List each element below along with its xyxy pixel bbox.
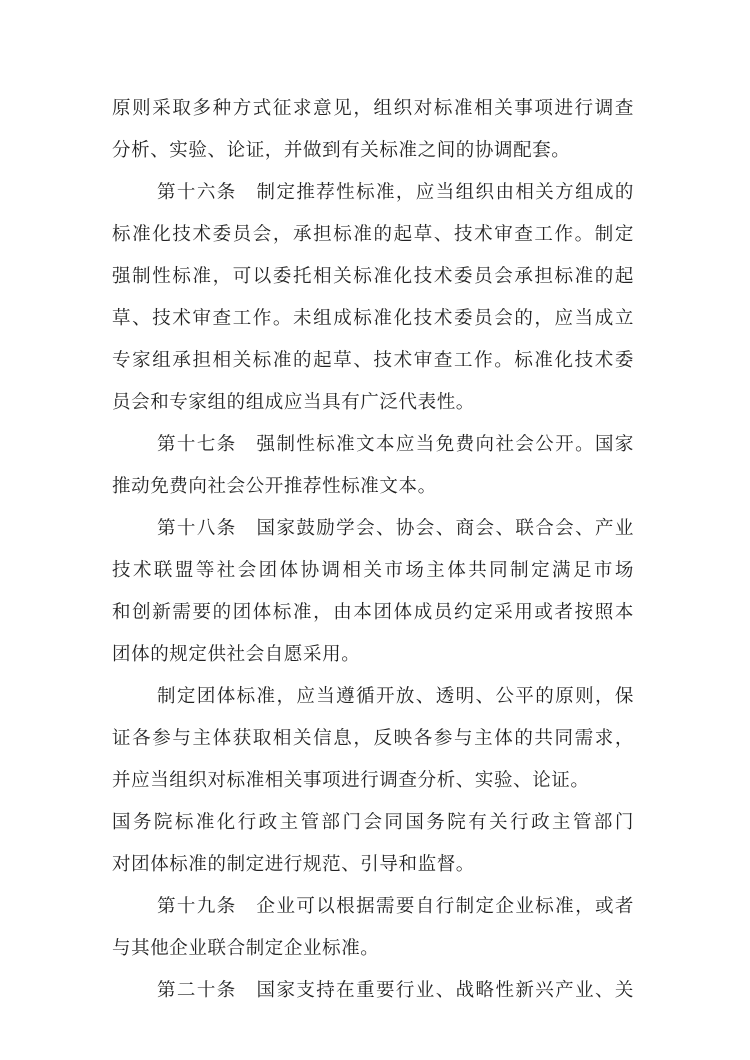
text-line: 第二十条 国家支持在重要行业、战略性新兴产业、关: [157, 980, 634, 1001]
text-line: 原则采取多种方式征求意见，组织对标准相关事项进行调查: [112, 98, 634, 119]
text-line: 分析、实验、论证，并做到有关标准之间的协调配套。: [112, 140, 571, 161]
text-line: 第十八条 国家鼓励学会、协会、商会、联合会、产业: [157, 518, 634, 539]
text-line: 对团体标准的制定进行规范、引导和监督。: [112, 854, 475, 875]
text-line: 推动免费向社会公开推荐性标准文本。: [112, 476, 437, 497]
text-line: 草、技术审查工作。未组成标准化技术委员会的，应当成立: [112, 308, 634, 329]
document-body: [112, 88, 634, 1012]
text-line: 专家组承担相关标准的起草、技术审查工作。标准化技术委: [112, 350, 634, 371]
text-line: 第十九条 企业可以根据需要自行制定企业标准，或者: [157, 896, 634, 917]
text-line: 并应当组织对标准相关事项进行调查分析、实验、论证。: [112, 770, 590, 791]
text-line: 证各参与主体获取相关信息，反映各参与主体的共同需求，: [112, 728, 634, 749]
text-line: 第十七条 强制性标准文本应当免费向社会公开。国家: [157, 434, 634, 455]
text-line: 国务院标准化行政主管部门会同国务院有关行政主管部门: [112, 812, 634, 833]
text-line: 员会和专家组的组成应当具有广泛代表性。: [112, 392, 475, 413]
text-line: 与其他企业联合制定企业标准。: [112, 938, 380, 959]
text-line: 和创新需要的团体标准，由本团体成员约定采用或者按照本: [112, 602, 634, 623]
text-line: 标准化技术委员会，承担标准的起草、技术审查工作。制定: [112, 224, 634, 245]
text-line: 第十六条 制定推荐性标准，应当组织由相关方组成的: [157, 182, 634, 203]
text-line: 制定团体标准，应当遵循开放、透明、公平的原则，保: [157, 686, 634, 707]
text-line: 强制性标准，可以委托相关标准化技术委员会承担标准的起: [112, 266, 634, 287]
text-line: 团体的规定供社会自愿采用。: [112, 644, 361, 665]
text-line: 技术联盟等社会团体协调相关市场主体共同制定满足市场: [112, 560, 634, 581]
